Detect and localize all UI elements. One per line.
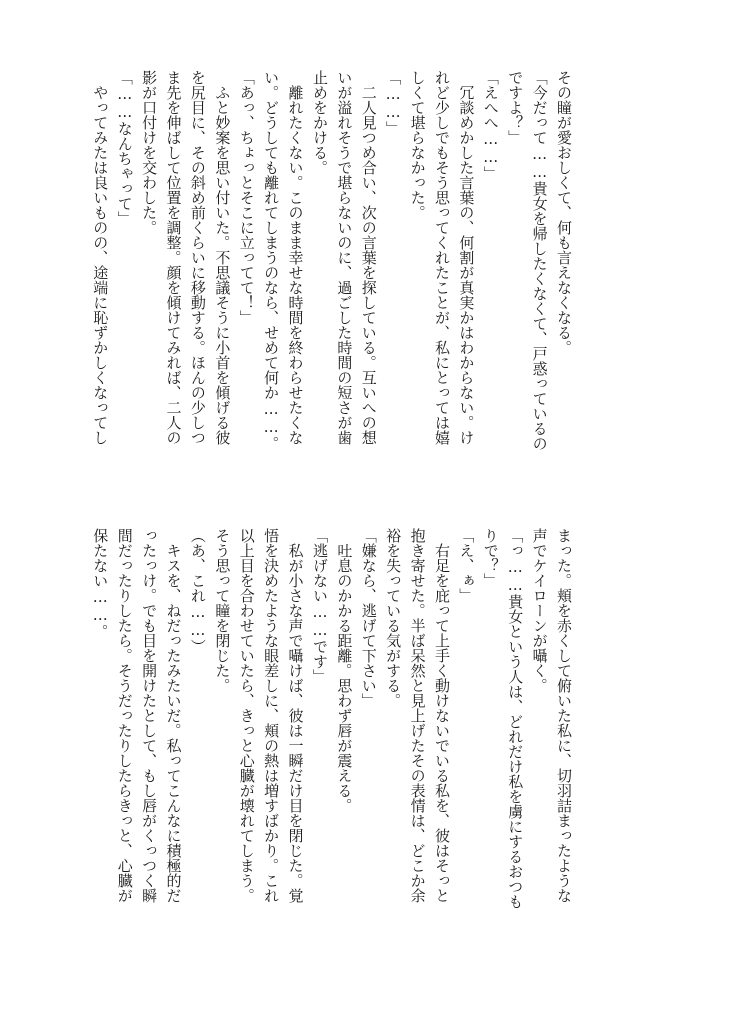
text-line: 「……」 bbox=[384, 70, 403, 136]
text-line: 吐息のかかる距離。思わず唇が震える。 bbox=[335, 528, 354, 813]
text-line: いが溢れそうで堪らないのに、過ごした時間の短さが歯 bbox=[335, 70, 354, 445]
text-line: 冗談めかした言葉の、何割が真実かはわからない。け bbox=[457, 70, 476, 445]
text-line: 止めをかける。 bbox=[310, 70, 329, 175]
text-line: い。どうしても離れてしまうのなら、せめて何か……。 bbox=[262, 70, 281, 451]
text-line: 「……なんちゃって」 bbox=[115, 70, 134, 226]
text-block-bottom bbox=[88, 528, 576, 958]
text-line: 「あっ、ちょっとそこに立ってて！」 bbox=[237, 70, 256, 325]
text-line: ですよ？」 bbox=[506, 70, 525, 145]
text-line: 声でケイローンが囁く。 bbox=[530, 528, 549, 693]
text-line: 保たない……。 bbox=[91, 528, 110, 639]
text-line: キスを、ねだったみたいだ。私ってこんなに積極的だ bbox=[164, 528, 183, 903]
text-line: 「えへへ……」 bbox=[481, 70, 500, 181]
text-line: 間だったりしたら。そうだったりしたらきっと、心臓が bbox=[115, 528, 134, 903]
text-line: 「嫌なら、逃げて下さい」 bbox=[359, 528, 378, 708]
text-line: 「今だって……貴女を帰したくなくて、戸惑っているの bbox=[530, 70, 549, 451]
text-line: 影が口付けを交わした。 bbox=[140, 70, 159, 235]
text-line: その瞳が愛おしくて、何も言えなくなる。 bbox=[555, 70, 573, 355]
text-line: 二人見つめ合い、次の言葉を探している。互いへの想 bbox=[359, 70, 378, 445]
text-line: 右足を庇って上手く動けないでいる私を、彼はそっと bbox=[432, 528, 451, 903]
text-block-top bbox=[88, 70, 576, 500]
text-line: まった。頬を赤くして俯いた私に、切羽詰まったような bbox=[555, 528, 573, 903]
text-line: やってみたは良いものの、途端に恥ずかしくなってし bbox=[91, 70, 110, 445]
text-line: 「え、ぁ」 bbox=[457, 528, 476, 603]
text-line: そう思って瞳を閉じた。 bbox=[213, 528, 232, 693]
text-line: 私が小さな声で囁けば、彼は一瞬だけ目を閉じた。覚 bbox=[286, 528, 305, 903]
text-line: ったっけ。でも目を開けたとして、もし唇がくっつく瞬 bbox=[140, 528, 159, 903]
text-line: 悟を決めたような眼差しに、頬の熱は増すばかり。これ bbox=[262, 528, 281, 903]
text-line: 「逃げない……です」 bbox=[310, 528, 329, 684]
text-line: 抱き寄せた。半ば呆然と見上げたその表情は、どこか余 bbox=[408, 528, 427, 903]
text-line: 「っ……貴女という人は、どれだけ私を虜にするおつも bbox=[506, 528, 525, 909]
text-line: （あ、これ……） bbox=[188, 528, 207, 654]
text-line: しくて堪らなかった。 bbox=[408, 70, 427, 220]
text-line: ま先を伸ばして位置を調整。顔を傾けてみれば、二人の bbox=[164, 70, 183, 445]
text-line: 離れたくない。このまま幸せな時間を終わらせたくな bbox=[286, 70, 305, 445]
text-line: 裕を失っている気がする。 bbox=[384, 528, 403, 708]
text-line: ふと妙案を思い付いた。不思議そうに小首を傾げる彼 bbox=[213, 70, 232, 445]
text-line: れど少しでもそう思ってくれたことが、私にとっては嬉 bbox=[432, 70, 451, 445]
text-line: を尻目に、その斜め前くらいに移動する。ほんの少しつ bbox=[188, 70, 207, 445]
text-line: 以上目を合わせていたら、きっと心臓が壊れてしまう。 bbox=[237, 528, 256, 903]
text-line: りで？」 bbox=[481, 528, 500, 588]
